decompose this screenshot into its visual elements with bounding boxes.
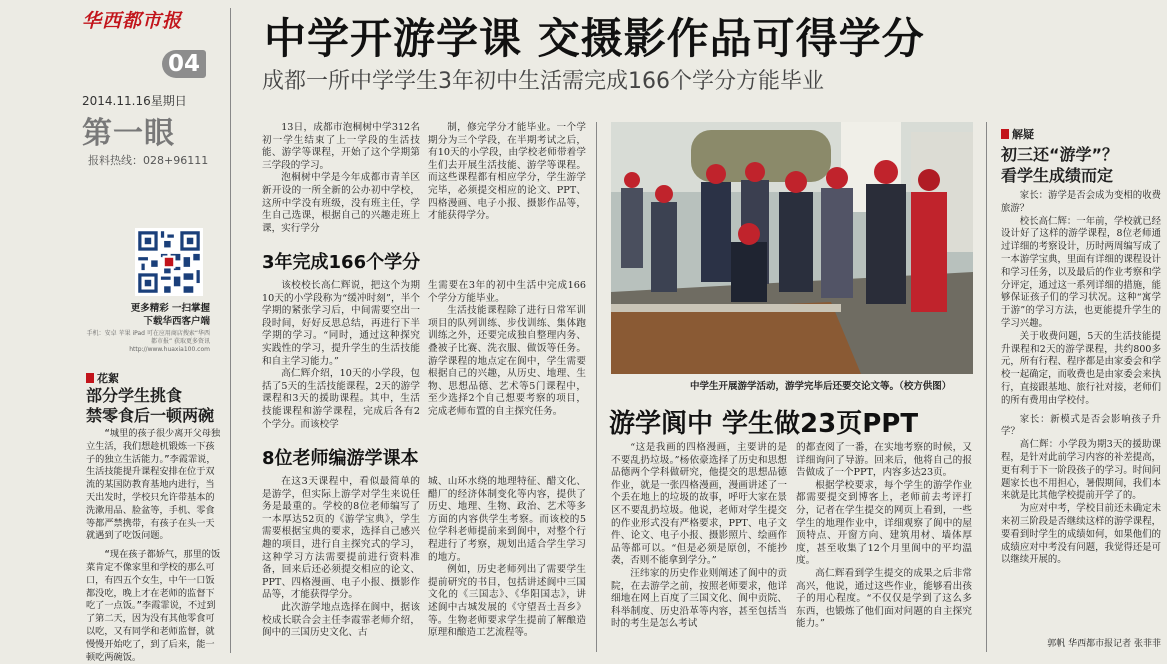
- article-paragraph: “这是我画的四格漫画，主要讲的是不要乱扔垃圾。”杨依豪选择了历史和思想品德两个学科做研究，他提交的思想品德作业，就是一张四格漫画，漫画讲述了一个丢在地上的垃圾的故事，呼吁大家在景区不要乱扔垃圾。他说，老师对学生提交的作业形式没有严格要求，PPT、电子文件、论文、电子小报、摄影照片、绘画作品等都可以。“但是必须是原创，不能抄袭，否则不能拿到学分。”: [611, 442, 787, 567]
- explain-headline: [1001, 144, 1161, 186]
- article-paragraph: 根据学校要求，每个学生的游学作业都需要提交到博客上，老师前去考评打分，记者在学生提交的网页上看到，一些学生的地理作业中，详细观察了阆中的屋顶特点、开窗方向、建筑用材、墙体厚度，甚至收集了12个月里阆中的平均温度。: [796, 479, 972, 567]
- article-paragraph: 的都查阅了一番，在实地考察的时候，又详细询问了导游。回来后，他将自己的报告做成了一个PPT，内容多达23页。: [796, 442, 972, 479]
- explain-label: [1001, 126, 1034, 142]
- explain-headline-line1: 初三还“游学”？: [1001, 145, 1119, 164]
- article-paragraph: 汪纬家的历史作业则阐述了阆中的贡院，在去游学之前，按照老师要求，他详细地在网上百度了三国文化、阆中贡院、科举制度、历史沿革等内容，甚至包括当时的考生是怎么考试: [611, 567, 787, 630]
- label-marker: [1001, 129, 1009, 139]
- explain-label-text: 解疑: [1012, 128, 1034, 141]
- article-paragraph: 泡桐树中学是今年成都市青羊区新开设的一所全新的公办初中学校，这所中学没有班级，没有班主任，学生自己选课，根据自己的兴趣走班上课，实行学分: [262, 172, 420, 234]
- principal-answer: 校长高仁辉：一年前，学校就已经设计好了这样的游学课程，8位老师通过详细的考察设计，历时两周编写成了一本游学宝典，里面有详细的课程设计和学习任务，以及最后的作业考察和学分评定，通过这一系列详细的措施，能够保证孩子们的学习状况。这种“寓学于游”的学习方法，也更能提升学生的学习兴趣。: [1001, 215, 1161, 329]
- sidebar-paragraph: “城里的孩子很少离开父母独立生活，我们想趁机锻炼一下孩子的独立生活能力。”李霞霏说，生活技能提升课程安排在位于双流的某国防教育基地内进行，当天出发时，学校只允许带基本的洗漱用品、脸盆等，手机、零食等都严禁携带，有孩子在头一天就遇到了吃饭问题。: [86, 428, 221, 542]
- main-headline: 中学开游学课 交摄影作品可得学分: [264, 14, 925, 63]
- section-heading-credits: 3年完成166个学分: [262, 252, 421, 273]
- app-smallprint: 手机：安卓 苹果 iPad 可在应用商店搜索“华西都市报” 获取更多资讯 http://www.huaxia100.com: [86, 330, 210, 353]
- parent-question: 家长：游学是否会成为变相的收费旅游？: [1001, 190, 1161, 214]
- sidebar-headline-line1: 部分学生挑食: [86, 386, 183, 405]
- article-paragraph: 制，修完学分才能毕业。一个学期分为三个学段，在半期考试之后，有10天的小学段，由学校老师带着学生们去开展生活技能、游学等课程。而这些课程都有相应学分，学生游学完毕，必须提交相应的论文、PPT、四格漫画、电子小报、摄影作品等，才能获得学分。: [428, 122, 586, 222]
- section3-col2: [796, 442, 972, 631]
- principal-answer: 为应对中考，学校目前还未确定未来初三阶段是否继续这样的游学课程，要看到时学生的成绩如何，如果他们的成绩应对中考没有问题，我觉得还是可以继续开展的。: [1001, 503, 1161, 566]
- news-hotline: 报料热线：028+96111: [88, 154, 209, 167]
- explain-headline-line2: 看学生成绩而定: [1001, 166, 1114, 185]
- students-field-trip-photo: [611, 122, 973, 374]
- page-number-badge: 04: [162, 50, 206, 78]
- intro-col2: [428, 122, 586, 223]
- qr-caption-download: 下载华西客户端: [143, 316, 210, 327]
- article-paragraph: 在这3天课程中，看似最简单的是游学，但实际上游学对学生来说任务是最重的。学校的8位老师编写了一本厚达52页的《游学宝典》，学生需要根据宝典的要求，选择自己感兴趣的项目，进行自主探究式的学习，这种学习方法需要提前进行资料准备，回来后还必须提交相应的论文、PPT、四格漫画、电子小报、摄影作品等，才能获得学分。: [262, 476, 420, 601]
- section1-col1: [262, 280, 420, 431]
- article-paragraph: 此次游学地点选择在阆中，据该校成长联合会主任李霞霏老师介绍，阆中的三国历史文化、古: [262, 601, 420, 639]
- label-marker: [86, 373, 94, 383]
- section2-col1: [262, 476, 420, 640]
- article-paragraph: 13日，成都市泡桐树中学312名初一学生结束了上一学段的生活技能、游学等课程，开始了这个学期第三学段的学习。: [262, 122, 420, 171]
- dateline: 2014.11.16星期日: [82, 94, 187, 108]
- parent-question: 家长：新模式是否会影响孩子升学？: [1001, 413, 1161, 438]
- photo-caption: 中学生开展游学活动，游学完毕后还要交论文等。（校方供图）: [690, 381, 952, 392]
- principal-answer: 高仁辉：小学段为期3天的援助课程，是针对此前学习内容的补差提高，更有利于下一阶段孩子的学习。时间问题家长也不用担心，暑假期间，我们本来就是比其他学校提前开学了的。: [1001, 439, 1161, 502]
- section3-col1: [611, 442, 787, 631]
- article-paragraph: 高仁辉介绍，10天的小学段，包括了5天的生活技能课程，2天的游学课程和3天的援助课程。其中，生活技能课程和游学课程，完成后各有2个学分。而该校学: [262, 368, 420, 430]
- section-title: 第一眼: [82, 116, 175, 151]
- article-paragraph: 例如，历史老师列出了需要学生提前研究的书目，包括讲述阆中三国文化的《三国志》、《华阳国志》，讲述阆中古城发展的《守望吾土吾乡》等。生物老师要求学生提前了解酿造原理和酿造工艺流程等。: [428, 564, 586, 639]
- section-heading-ppt: 游学阆中 学生做23页PPT: [609, 409, 919, 439]
- column-divider: [596, 122, 597, 652]
- article-paragraph: 该校校长高仁辉说，把这个为期10天的小学段称为“缓冲时刻”，半个学期的紧张学习后，中间需要空出一段时间，好好反思总结，再进行下半学期的学习。“同时，通过这种探究实践性的学习，提升学生的生活技能和自主学习能力。”: [262, 280, 420, 367]
- column-divider: [986, 122, 987, 652]
- sidebar-headline-line2: 禁零食后一顿两碗: [86, 406, 215, 425]
- explain-body: [1001, 190, 1161, 567]
- article-paragraph: 生需要在3年的初中生活中完成166个学分方能毕业。: [428, 280, 586, 304]
- newspaper-masthead: 华西都市报: [82, 10, 183, 32]
- article-paragraph: 生活技能课程除了进行日常军训项目的队列训练、步伐训练、集体跑训练之外，还要完成独自整理内务、叠被子比赛、洗衣服、做饭等任务。游学课程的地点定在阆中，学生需要根据自己的兴趣，从历史、地理、生物、思想品德、艺术等5门课程中，至少选择2个自己想要考察的项目，完成老师布置的自主探究任务。: [428, 305, 586, 417]
- article-paragraph: 高仁辉看到学生提交的成果之后非常高兴，他说，通过这些作业，能够看出孩子的用心程度。“不仅仅是学到了这么多东西，也锻炼了他们面对问题的自主探究能力。”: [796, 567, 972, 630]
- qr-caption-scan: 更多精彩 一扫掌握: [130, 303, 210, 314]
- reporter-byline: 郭帆 华西都市报记者 张菲菲: [1047, 639, 1161, 649]
- sidebar-headline: [86, 386, 222, 426]
- sidebar-body: [86, 428, 222, 664]
- principal-answer: 关于收费问题，5天的生活技能提升课程和2天的游学课程，共约800多元，所有行程、程序都是由家委会和学校一起确定，而收费也是由家委会来执行，直接跟基地、旅行社对接，老师们的所有费用由学校付。: [1001, 330, 1161, 406]
- intro-col1: [262, 122, 420, 235]
- article-paragraph: 城、山环水绕的地理特征、醋文化、醋厂的经济体制变化等内容，提供了历史、地理、生物、政治、艺术等多方面的内容供学生考察。而该校的5位学科老师提前来到阆中，对整个行程进行了考察，规划出适合学生学习的地方。: [428, 476, 586, 563]
- section1-col2: [428, 280, 586, 419]
- sidebar-label-text: 花絮: [97, 372, 119, 385]
- sub-headline: 成都一所中学学生3年初中生活需完成166个学分方能毕业: [262, 69, 824, 94]
- sidebar-paragraph: “现在孩子都娇气，那里的饭菜肯定不像家里和学校的那么可口，有四五个女生，中午一口饭都没吃，晚上才在老师的监督下吃了一点饭。”李霞霏说，不过到了第二天，因为没有其他零食可以吃，又有同学和老师监督，就慢慢开始吃了，到了后来，能一顿吃两碗饭。: [86, 549, 221, 663]
- section2-col2: [428, 476, 586, 640]
- column-divider: [230, 8, 231, 653]
- section-heading-textbook: 8位老师编游学课本: [262, 448, 419, 469]
- sidebar-label: [86, 370, 119, 386]
- qr-code-icon[interactable]: [135, 228, 203, 296]
